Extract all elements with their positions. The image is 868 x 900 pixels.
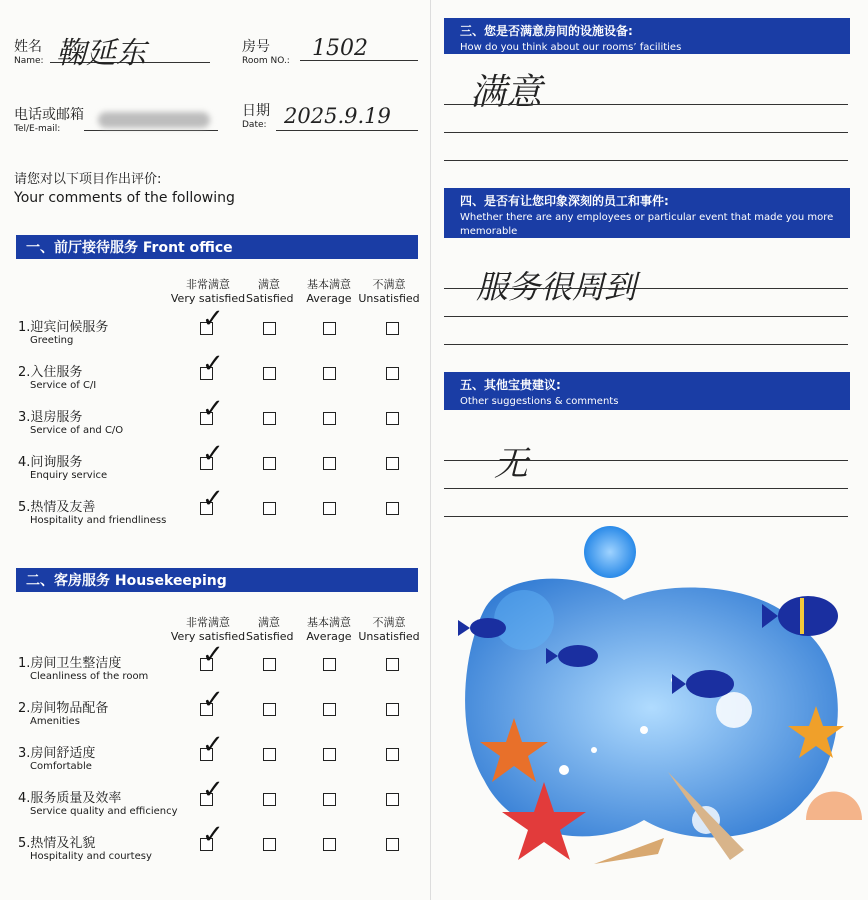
name-field[interactable]: 鞠延东	[50, 28, 210, 63]
bubble	[584, 526, 636, 578]
rating-checkbox[interactable]	[323, 457, 336, 470]
rating-checkbox[interactable]	[386, 748, 399, 761]
tel-field[interactable]	[84, 110, 218, 131]
check-mark-icon: ✓	[202, 685, 224, 715]
rating-checkbox[interactable]	[386, 322, 399, 335]
answer-line	[444, 460, 848, 461]
bubble	[591, 747, 597, 753]
rating-checkbox[interactable]	[263, 703, 276, 716]
row-label-zh: 2.房间物品配备	[18, 701, 109, 716]
name-label: 姓名 Name:	[14, 39, 44, 66]
column-header	[300, 278, 358, 306]
column-header	[246, 616, 292, 644]
date-label: 日期 Date:	[242, 103, 270, 130]
check-mark-icon: ✓	[202, 820, 224, 850]
column-header-zh: 不满意	[372, 278, 406, 291]
rating-row-label	[18, 787, 178, 817]
rating-checkbox[interactable]	[263, 457, 276, 470]
room-field[interactable]: 1502	[300, 36, 418, 61]
column-header-en: Satisfied	[246, 630, 294, 643]
row-label-zh: 1.房间卫生整洁度	[18, 656, 122, 671]
check-mark-icon: ✓	[202, 775, 224, 805]
rating-row-label	[18, 316, 108, 346]
section-suggestions-title: 五、其他宝贵建议: Other suggestions & comments	[444, 372, 850, 410]
row-label-en: Service of and C/O	[30, 425, 124, 436]
rating-checkbox[interactable]	[263, 658, 276, 671]
column-header	[170, 278, 246, 306]
column-header-zh: 非常满意	[186, 616, 230, 629]
rating-checkbox[interactable]	[263, 838, 276, 851]
row-label-en: Service of C/I	[30, 380, 97, 391]
section-facilities-title: 三、您是否满意房间的设施设备: How do you think about our rooms’ facilities	[444, 18, 850, 54]
row-label-en: Cleanliness of the room	[30, 671, 149, 682]
answer-line	[444, 288, 848, 289]
rating-checkbox[interactable]	[386, 838, 399, 851]
rating-row-label	[18, 742, 95, 772]
column-header-en: Unsatisfied	[358, 292, 420, 305]
row-label-zh: 3.退房服务	[18, 410, 83, 425]
answer-line	[444, 516, 848, 517]
rating-checkbox[interactable]	[323, 838, 336, 851]
row-label-en: Hospitality and courtesy	[30, 851, 152, 862]
check-mark-icon: ✓	[202, 730, 224, 760]
answer-line	[444, 132, 848, 133]
column-header-en: Average	[306, 292, 352, 305]
suggestions-answer[interactable]: 无	[494, 444, 528, 484]
row-label-zh: 3.房间舒适度	[18, 746, 96, 761]
row-label-zh: 5.热情及友善	[18, 500, 96, 515]
row-label-en: Enquiry service	[30, 470, 108, 481]
column-header-zh: 非常满意	[186, 278, 230, 291]
bubble	[559, 765, 569, 775]
row-label-zh: 5.热情及礼貌	[18, 836, 96, 851]
section-memorable-title: 四、是否有让您印象深刻的员工和事件: Whether there are any employees or particular event that made you more memorable	[444, 188, 850, 238]
column-header-en: Satisfied	[246, 292, 294, 305]
tel-label: 电话或邮箱 Tel/E-mail:	[14, 107, 84, 134]
row-label-en: Greeting	[30, 335, 74, 346]
column-header-zh: 满意	[258, 278, 280, 291]
bubble	[640, 726, 648, 734]
row-label-en: Service quality and efficiency	[30, 806, 178, 817]
memorable-answer[interactable]: 服务很周到	[476, 268, 637, 306]
column-header-zh: 不满意	[372, 616, 406, 629]
rating-checkbox[interactable]	[386, 502, 399, 515]
section-housekeeping-title: 二、客房服务 Housekeeping	[16, 568, 418, 592]
rating-checkbox[interactable]	[263, 367, 276, 380]
rating-checkbox[interactable]	[323, 703, 336, 716]
facilities-answer[interactable]: 满意	[470, 72, 543, 113]
rating-checkbox[interactable]	[323, 658, 336, 671]
row-label-zh: 2.入住服务	[18, 365, 83, 380]
rating-checkbox[interactable]	[386, 412, 399, 425]
rating-checkbox[interactable]	[323, 748, 336, 761]
column-header-en: Very satisfied	[170, 292, 246, 305]
answer-line	[444, 160, 848, 161]
answer-line	[444, 488, 848, 489]
row-label-zh: 4.问询服务	[18, 455, 83, 470]
rating-checkbox[interactable]	[263, 748, 276, 761]
check-mark-icon: ✓	[202, 439, 224, 469]
rating-checkbox[interactable]	[263, 322, 276, 335]
column-header-en: Average	[306, 630, 352, 643]
redacted-contact	[98, 112, 210, 128]
row-label-zh: 1.迎宾问候服务	[18, 320, 109, 335]
row-label-en: Hospitality and friendliness	[30, 515, 167, 526]
rating-checkbox[interactable]	[386, 658, 399, 671]
rating-row-label	[18, 697, 108, 727]
room-label: 房号 Room NO.:	[242, 39, 290, 66]
rating-row-label	[18, 496, 166, 526]
row-label-zh: 4.服务质量及效率	[18, 791, 122, 806]
column-header-en: Very satisfied	[170, 630, 246, 643]
rating-checkbox[interactable]	[263, 412, 276, 425]
bubble	[716, 692, 752, 728]
fish-icon	[458, 618, 506, 638]
rating-row-label	[18, 832, 152, 862]
shell-icon	[594, 838, 664, 864]
column-header-en: Unsatisfied	[358, 630, 420, 643]
rating-checkbox[interactable]	[386, 367, 399, 380]
column-header	[246, 278, 292, 306]
rating-checkbox[interactable]	[323, 793, 336, 806]
ocean-illustration	[444, 520, 868, 900]
rating-checkbox[interactable]	[263, 793, 276, 806]
intro: 请您对以下项目作出评价: Your comments of the following	[14, 172, 235, 206]
rating-checkbox[interactable]	[323, 367, 336, 380]
shell-icon	[806, 792, 862, 821]
answer-line	[444, 344, 848, 345]
column-header	[358, 616, 420, 644]
check-mark-icon: ✓	[202, 349, 224, 379]
rating-checkbox[interactable]	[386, 703, 399, 716]
fold-divider	[430, 0, 431, 900]
rating-checkbox[interactable]	[323, 502, 336, 515]
date-field[interactable]: 2025.9.19	[276, 104, 418, 131]
column-header	[300, 616, 358, 644]
rating-row-label	[18, 451, 107, 481]
check-mark-icon: ✓	[202, 394, 224, 424]
answer-line	[444, 104, 848, 105]
column-header-zh: 基本满意	[307, 616, 351, 629]
rating-row-label	[18, 406, 123, 436]
column-header-zh: 满意	[258, 616, 280, 629]
check-mark-icon: ✓	[202, 304, 224, 334]
section-front-office-title: 一、前厅接待服务 Front office	[16, 235, 418, 259]
rating-checkbox[interactable]	[263, 502, 276, 515]
column-header-zh: 基本满意	[307, 278, 351, 291]
row-label-en: Amenities	[30, 716, 80, 727]
check-mark-icon: ✓	[202, 484, 224, 514]
check-mark-icon: ✓	[202, 640, 224, 670]
rating-checkbox[interactable]	[323, 412, 336, 425]
rating-checkbox[interactable]	[386, 457, 399, 470]
rating-row-label	[18, 361, 96, 391]
rating-checkbox[interactable]	[323, 322, 336, 335]
row-label-en: Comfortable	[30, 761, 92, 772]
bubble	[494, 590, 554, 650]
answer-line	[444, 316, 848, 317]
rating-checkbox[interactable]	[386, 793, 399, 806]
column-header	[358, 278, 420, 306]
rating-row-label	[18, 652, 148, 682]
